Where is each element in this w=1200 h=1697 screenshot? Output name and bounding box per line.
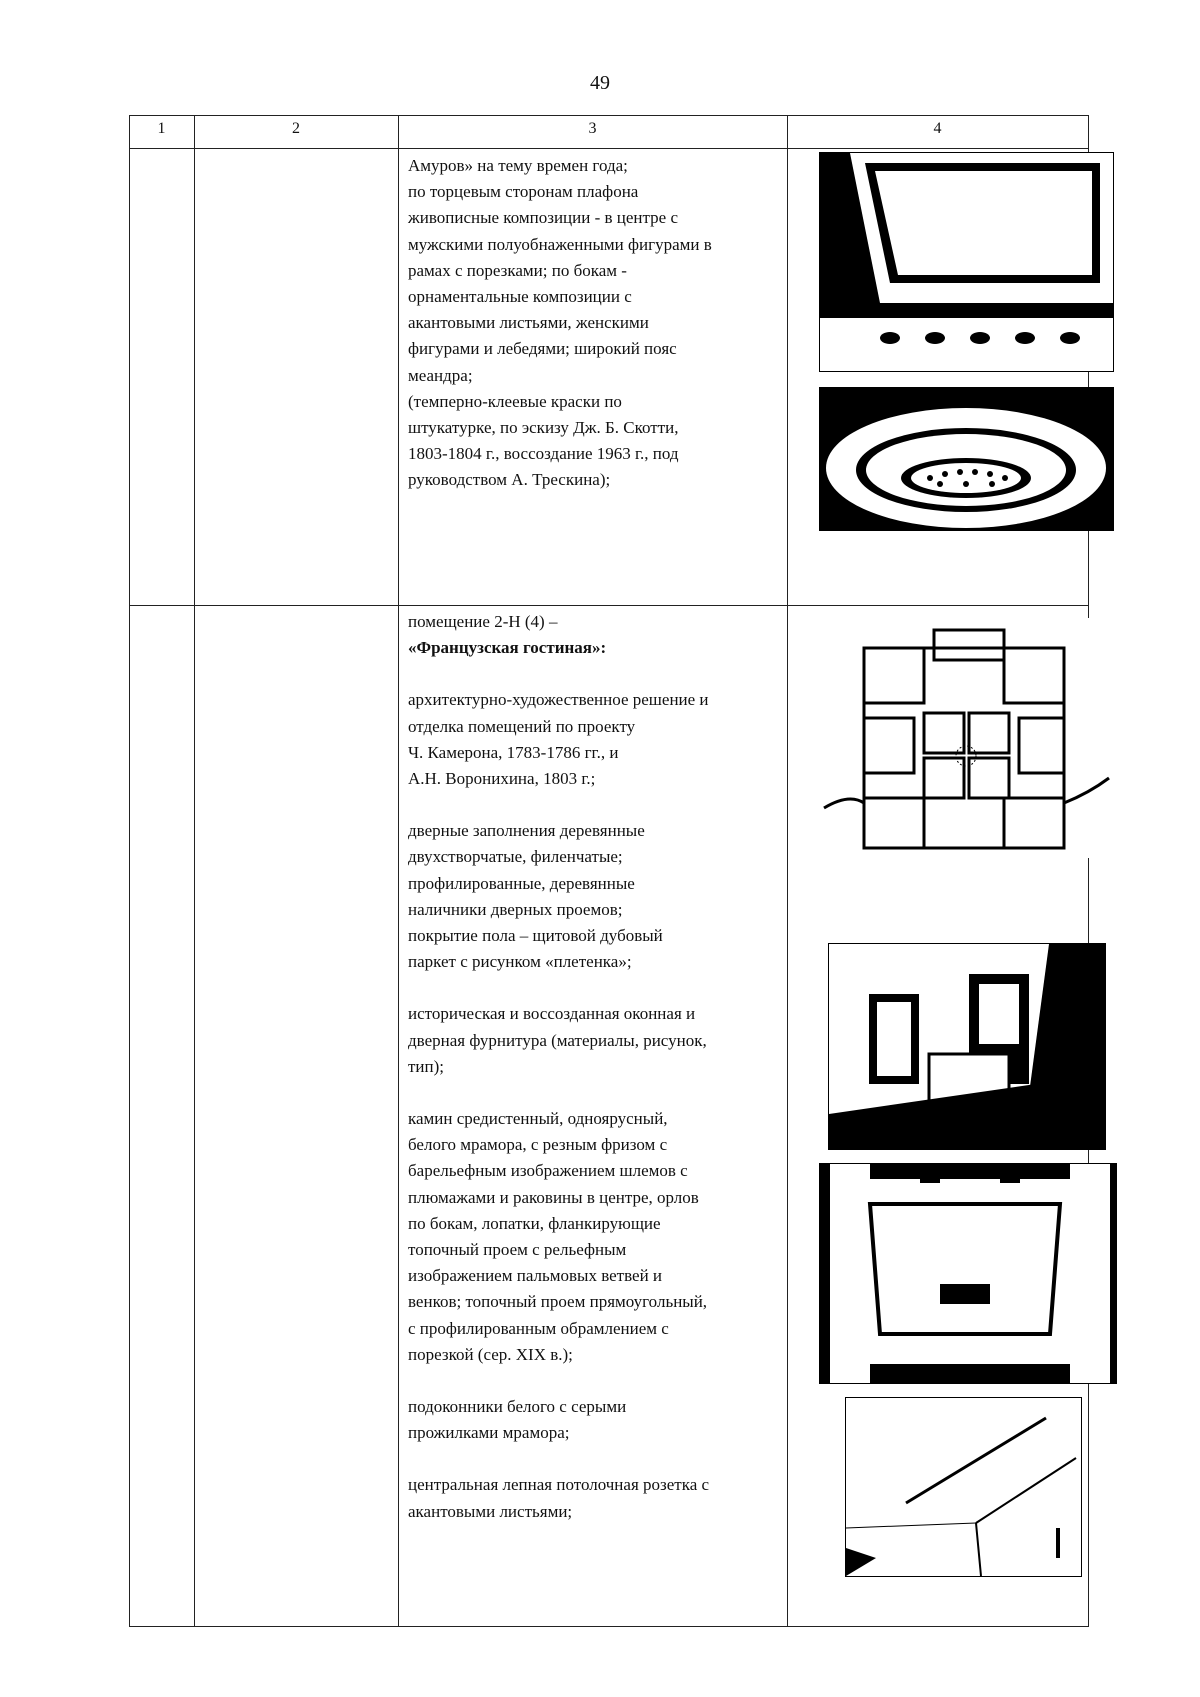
ceiling-corner-photo bbox=[845, 1397, 1082, 1577]
room-intro: помещение 2-Н (4) – bbox=[408, 612, 558, 631]
description-paragraph: подоконники белого с серыми прожилками мрамора; bbox=[408, 1397, 627, 1443]
column-divider bbox=[787, 115, 788, 1627]
description-paragraph: Амуров» на тему времен года; по торцевым сторонам плафона живописные композиции - в центре с мужскими полуобнаженными фигурами в рамах с порезками; по бокам - орнаментальные композиции с акантовыми листьями, женскими фигурами и лебедями; широкий пояс меандра; (темперно-клеевые краски по штукатурке, по эскизу Дж. Б. Скотти, 1803-1804 г., воссоздание 1963 г., под руководством А. Трескина); bbox=[408, 156, 712, 490]
ceiling-rosette-photo bbox=[819, 387, 1114, 531]
floor-plan-drawing bbox=[819, 618, 1112, 858]
fireplace-photo bbox=[819, 1163, 1117, 1384]
column-divider bbox=[194, 115, 195, 1627]
ceiling-plafond-photo bbox=[819, 152, 1114, 372]
row-2-description bbox=[408, 609, 783, 1525]
column-header: 2 bbox=[292, 120, 300, 137]
column-header: 3 bbox=[588, 120, 597, 137]
description-paragraph: центральная лепная потолочная розетка с акантовыми листьями; bbox=[408, 1475, 710, 1521]
header-divider bbox=[129, 148, 1089, 149]
description-paragraph: камин средистенный, одноярусный, белого мрамора, с резным фризом с барельефным изображением шлемов с плюмажами и раковины в центре, орлов по бокам, лопатки, фланкирующие топочный проем с рельефным изображением пальмовых ветвей и венков; топочный проем прямоугольный, с профилированным обрамлением с порезкой (сер. XIX в.); bbox=[408, 1109, 708, 1364]
room-interior-photo bbox=[828, 943, 1106, 1150]
description-paragraph: архитектурно-художественное решение и отделка помещений по проекту Ч. Камерона, 1783-1786 гг., и А.Н. Воронихина, 1803 г.; bbox=[408, 690, 709, 789]
column-divider bbox=[398, 115, 399, 1627]
table-border-left bbox=[129, 115, 130, 1627]
column-header: 4 bbox=[933, 120, 942, 137]
description-paragraph: дверные заполнения деревянные двухстворчатые, филенчатые; профилированные, деревянные наличники дверных проемов; покрытие пола – щитовой дубовый паркет с рисунком «плетенка»; bbox=[408, 821, 663, 972]
page-number: 49 bbox=[590, 72, 610, 94]
column-header: 1 bbox=[157, 120, 166, 137]
table-border-bottom bbox=[129, 1626, 1089, 1627]
room-name: «Французская гостиная»: bbox=[408, 638, 607, 658]
description-paragraph: историческая и воссозданная оконная и дверная фурнитура (материалы, рисунок, тип); bbox=[408, 1004, 707, 1076]
row-divider bbox=[129, 605, 1089, 606]
row-1-description bbox=[408, 153, 783, 494]
table-border-top bbox=[129, 115, 1089, 116]
